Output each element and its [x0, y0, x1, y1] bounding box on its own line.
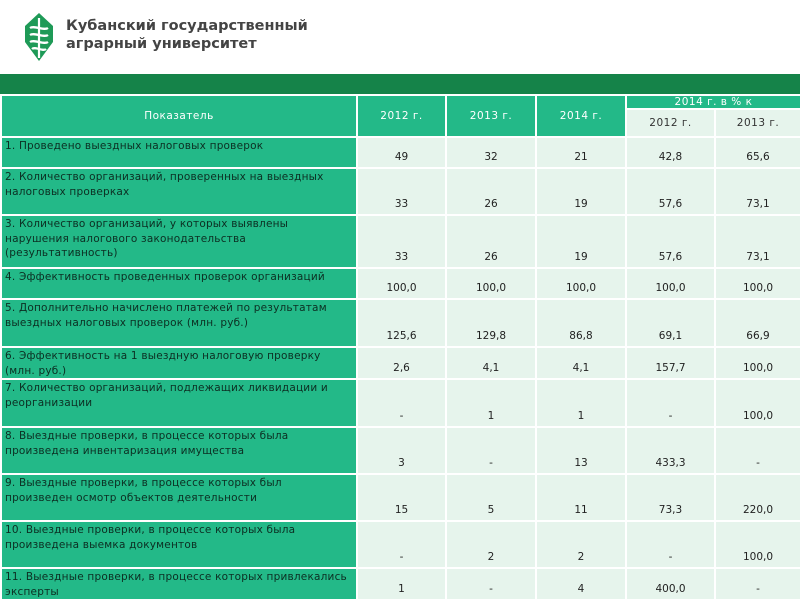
cell-percent-2013: 73,1 [715, 168, 800, 215]
cell-2012: - [357, 379, 446, 427]
table-row [1, 268, 800, 299]
cell-percent-2012: 57,6 [626, 215, 715, 268]
table-row [1, 347, 800, 379]
cell-2012: 1 [357, 568, 446, 600]
university-name-line2: аграрный университет [66, 36, 257, 52]
row-label: 10. Выездные проверки, в процессе которых была произведена выемка документов [1, 521, 357, 568]
cell-2013: 32 [446, 137, 536, 168]
cell-percent-2013: - [715, 568, 800, 600]
cell-percent-2012: 433,3 [626, 427, 715, 474]
cell-percent-2013: 220,0 [715, 474, 800, 521]
row-label: 6. Эффективность на 1 выездную налоговую проверку (млн. руб.) [1, 347, 357, 379]
cell-percent-2012: 42,8 [626, 137, 715, 168]
cell-percent-2012: 69,1 [626, 299, 715, 347]
table-row [1, 474, 800, 521]
cell-2012: - [357, 521, 446, 568]
cell-percent-2013: 100,0 [715, 521, 800, 568]
cell-2012: 49 [357, 137, 446, 168]
cell-2012: 33 [357, 215, 446, 268]
table-row [1, 568, 800, 600]
cell-2013: 2 [446, 521, 536, 568]
table-row [1, 521, 800, 568]
col-header-2014: 2014 г. [536, 95, 626, 137]
table-row [1, 168, 800, 215]
cell-percent-2013: 100,0 [715, 379, 800, 427]
cell-percent-2013: 73,1 [715, 215, 800, 268]
cell-2014: 19 [536, 168, 626, 215]
row-label: 1. Проведено выездных налоговых проверок [1, 137, 357, 168]
cell-2013: 1 [446, 379, 536, 427]
row-label: 2. Количество организаций, проверенных на выездных налоговых проверках [1, 168, 357, 215]
university-name-line1: Кубанский государственный [66, 18, 308, 34]
row-label: 5. Дополнительно начислено платежей по результатам выездных налоговых проверок (млн. руб.) [1, 299, 357, 347]
cell-percent-2013: - [715, 427, 800, 474]
cell-2014: 2 [536, 521, 626, 568]
cell-2012: 33 [357, 168, 446, 215]
col-header-group-percent: 2014 г. в % к [626, 95, 800, 109]
row-label: 11. Выездные проверки, в процессе которых привлекались эксперты [1, 568, 357, 600]
cell-percent-2013: 100,0 [715, 268, 800, 299]
cell-2014: 100,0 [536, 268, 626, 299]
university-logo-icon [22, 12, 56, 62]
col-header-2013: 2013 г. [446, 95, 536, 137]
cell-2014: 13 [536, 427, 626, 474]
university-name [66, 17, 308, 53]
cell-percent-2012: 57,6 [626, 168, 715, 215]
row-label: 7. Количество организаций, подлежащих ликвидации и реорганизации [1, 379, 357, 427]
tax-inspections-table [0, 94, 800, 601]
table-row [1, 137, 800, 168]
cell-2013: - [446, 427, 536, 474]
row-label: 8. Выездные проверки, в процессе которых была произведена инвентаризация имущества [1, 427, 357, 474]
slide-header [0, 0, 800, 74]
cell-percent-2013: 100,0 [715, 347, 800, 379]
cell-2013: 26 [446, 215, 536, 268]
table-row [1, 427, 800, 474]
cell-2012: 15 [357, 474, 446, 521]
row-label: 4. Эффективность проведенных проверок организаций [1, 268, 357, 299]
col-header-2012: 2012 г. [357, 95, 446, 137]
cell-2014: 11 [536, 474, 626, 521]
cell-2014: 86,8 [536, 299, 626, 347]
cell-2014: 1 [536, 379, 626, 427]
cell-2014: 21 [536, 137, 626, 168]
col-subheader-2012: 2012 г. [626, 109, 715, 137]
cell-percent-2012: 73,3 [626, 474, 715, 521]
table-row [1, 215, 800, 268]
table-row [1, 299, 800, 347]
cell-percent-2013: 66,9 [715, 299, 800, 347]
col-subheader-2013: 2013 г. [715, 109, 800, 137]
cell-percent-2012: - [626, 521, 715, 568]
cell-2012: 125,6 [357, 299, 446, 347]
cell-percent-2013: 65,6 [715, 137, 800, 168]
cell-2012: 2,6 [357, 347, 446, 379]
cell-percent-2012: 400,0 [626, 568, 715, 600]
cell-2013: 26 [446, 168, 536, 215]
row-label: 9. Выездные проверки, в процессе которых был произведен осмотр объектов деятельности [1, 474, 357, 521]
cell-2013: 129,8 [446, 299, 536, 347]
cell-2012: 3 [357, 427, 446, 474]
cell-2014: 4 [536, 568, 626, 600]
col-header-indicator: Показатель [1, 95, 357, 137]
cell-2012: 100,0 [357, 268, 446, 299]
cell-percent-2012: 100,0 [626, 268, 715, 299]
cell-2013: - [446, 568, 536, 600]
cell-percent-2012: - [626, 379, 715, 427]
cell-2013: 100,0 [446, 268, 536, 299]
cell-percent-2012: 157,7 [626, 347, 715, 379]
cell-2014: 4,1 [536, 347, 626, 379]
cell-2014: 19 [536, 215, 626, 268]
table-row [1, 379, 800, 427]
row-label: 3. Количество организаций, у которых выявлены нарушения налогового законодательства (результативность) [1, 215, 357, 268]
cell-2013: 4,1 [446, 347, 536, 379]
cell-2013: 5 [446, 474, 536, 521]
header-divider-bar [0, 74, 800, 94]
